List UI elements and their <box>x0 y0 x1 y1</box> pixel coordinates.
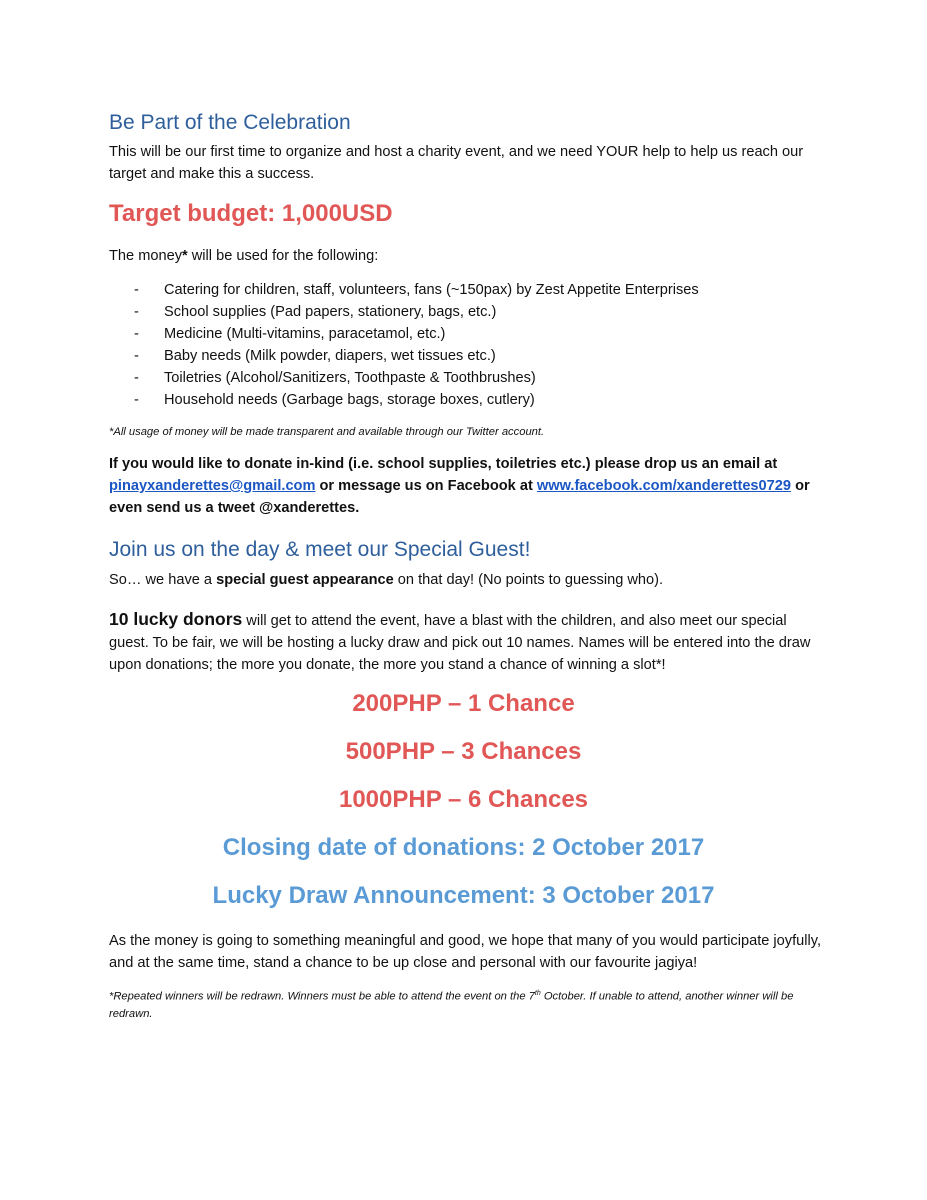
inkind-text-3: or even send us a tweet @xanderettes. <box>109 478 810 516</box>
money-usage-note: *All usage of money will be made transparent and available through our Twitter account. <box>109 426 545 438</box>
facebook-link[interactable]: www.facebook.com/xanderettes0729 <box>536 478 792 494</box>
lucky-donors-text: will get to attend the event, have a blast with the children, and also meet our special guest. To be fair, we will be hosting a lucky draw and pick out 10 names. Names will be entered into the draw upon donations; the more you donate, the more you stand a chance of winning a slot*! <box>109 613 811 673</box>
list-item: - Toiletries (Alcohol/Sanitizers, Toothpaste & Toothbrushes) <box>134 370 536 386</box>
lucky-draw-announcement: Lucky Draw Announcement: 3 October 2017 <box>212 882 715 909</box>
closing-date: Closing date of donations: 2 October 2017 <box>222 834 705 861</box>
money-intro-prefix: The money <box>109 248 183 264</box>
target-budget: Target budget: 1,000USD <box>109 200 393 227</box>
money-intro-suffix: will be used for the following: <box>187 248 379 264</box>
section-heading-celebration: Be Part of the Celebration <box>109 111 351 134</box>
special-guest-suffix: on that day! (No points to guessing who). <box>393 572 664 588</box>
inkind-paragraph <box>109 453 829 519</box>
list-item-text: School supplies (Pad papers, stationery, bags, etc.) <box>164 304 497 320</box>
list-item-text: Household needs (Garbage bags, storage boxes, cutlery) <box>164 392 535 408</box>
closing-paragraph: As the money is going to something meaningful and good, we hope that many of you would participate joyfully, and at the same time, stand a chance to be up close and personal with our favourite jagiya! <box>109 933 822 971</box>
money-intro <box>109 245 829 267</box>
footnote-sup: th <box>534 990 541 997</box>
chance-tier-500: 500PHP – 3 Chances <box>345 738 582 765</box>
list-item: - Household needs (Garbage bags, storage boxes, cutlery) <box>134 392 535 408</box>
list-item-text: Medicine (Multi-vitamins, paracetamol, etc.) <box>164 326 446 342</box>
lucky-donors-bold: 10 lucky donors <box>109 609 243 629</box>
list-item-text: Toiletries (Alcohol/Sanitizers, Toothpaste & Toothbrushes) <box>164 370 536 386</box>
special-guest-prefix: So… we have a <box>109 572 217 588</box>
footnote <box>109 985 829 1023</box>
money-intro-star: * <box>182 248 188 264</box>
chance-tier-200: 200PHP – 1 Chance <box>352 690 575 717</box>
list-item-text: Baby needs (Milk powder, diapers, wet tissues etc.) <box>164 348 496 364</box>
special-guest-bold: special guest appearance <box>216 572 394 588</box>
footnote-part-2: October. If unable to attend, another winner will be redrawn. <box>109 990 794 1020</box>
lucky-donors-paragraph <box>109 608 829 676</box>
list-item: - Medicine (Multi-vitamins, paracetamol, etc.) <box>134 326 446 342</box>
email-link[interactable]: pinayxanderettes@gmail.com <box>109 478 316 494</box>
intro-paragraph: This will be our first time to organize and host a charity event, and we need YOUR help to help us reach our target and make this a success. <box>109 144 804 182</box>
inkind-text-2: or message us on Facebook at <box>315 478 537 494</box>
list-item: - Catering for children, staff, volunteers, fans (~150pax) by Zest Appetite Enterprises <box>134 282 699 298</box>
money-uses-list <box>109 279 699 411</box>
inkind-text-1: If you would like to donate in-kind (i.e. school supplies, toiletries etc.) please drop us an email at <box>109 456 778 472</box>
special-guest-line <box>109 569 829 591</box>
list-item: - Baby needs (Milk powder, diapers, wet tissues etc.) <box>134 348 496 364</box>
chance-tier-1000: 1000PHP – 6 Chances <box>338 786 589 813</box>
list-item: - School supplies (Pad papers, stationery, bags, etc.) <box>134 304 497 320</box>
footnote-part-1: *Repeated winners will be redrawn. Winners must be able to attend the event on the 7 <box>109 990 535 1003</box>
section-heading-special-guest: Join us on the day & meet our Special Guest! <box>109 538 531 561</box>
list-item-text: Catering for children, staff, volunteers, fans (~150pax) by Zest Appetite Enterprises <box>164 282 699 298</box>
